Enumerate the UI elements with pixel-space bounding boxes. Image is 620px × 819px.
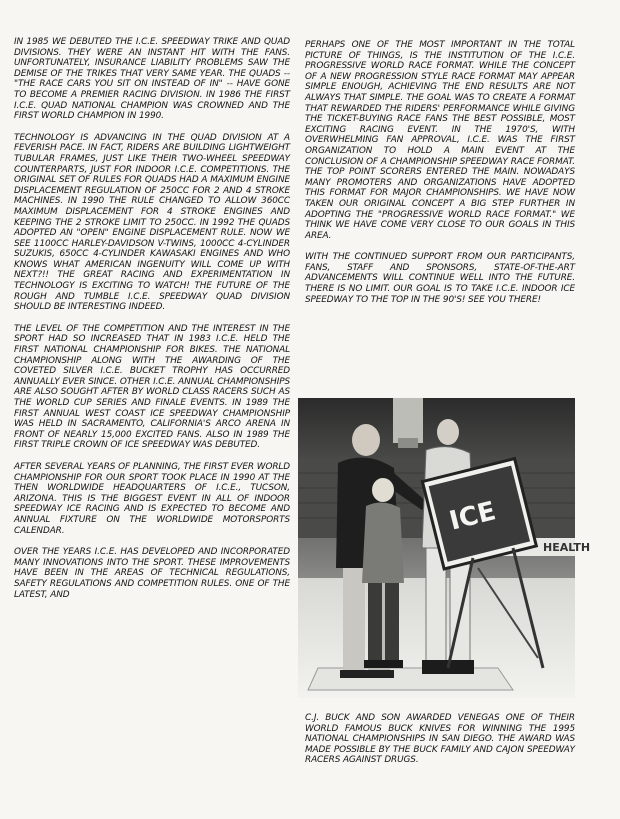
ice-sign-text: ICE (446, 496, 499, 537)
caption-text: C.J. BUCK AND SON AWARDED VENEGAS ONE OF THEIR WORLD FAMOUS BUCK KNIVES FOR WINNING THE 1995 NATIONAL CHAMPIONSHIPS IN SAN DIEGO. THE AWARD WAS MADE POSSIBLE BY THE BUCK FAMILY AND CAJON SPEEDWAY RACERS AGAINST DRUGS. (305, 713, 575, 766)
paragraph-world-championship: AFTER SEVERAL YEARS OF PLANNING, THE FIRST EVER WORLD CHAMPIONSHIP FOR OUR SPORT TOOK PLACE IN 1990 AT THE THEN WORLDWIDE HEADQUARTERS OF I.C.E., TUCSON, ARIZONA. THIS IS THE BIGGEST EVENT IN ALL OF INDOOR SPEEDWAY ICE RACING AND IS EXPECTED TO BECOME AND ANNUAL FIXTURE ON THE WORLDWIDE MOTORSPORTS CALENDAR. (14, 461, 290, 536)
banner-text: HEALTH (543, 541, 591, 554)
paragraph-race-format: PERHAPS ONE OF THE MOST IMPORTANT IN THE TOTAL PICTURE OF THINGS, IS THE INSTITUTION OF THE I.C.E. PROGRESSIVE WORLD RACE FORMAT. WHILE THE CONCEPT OF A NEW PROGRESSION STYLE RACE FORMAT MAY APPEAR SIMPLE ENOUGH, ACHIEVING THE END RESULTS ARE NOT ALWAYS THAT SIMPLE. THE GOAL WAS TO CREATE A FORMAT THAT REWARDED THE RIDERS' PERFORMANCE WHILE GIVING THE TICKET-BUYING RACE FANS THE BEST POSSIBLE, MOST EXCITING RACING EVENT. IN THE 1970'S, WITH OVERWHELMING FAN APPROVAL, I.C.E. WAS THE FIRST ORGANIZATION TO HOLD A MAIN EVENT AT THE CONCLUSION OF A CHAMPIONSHIP SPEEDWAY RACE FORMAT. THE TOP POINT SCORERS ENTERED THE MAIN. NOWADAYS MANY PROMOTERS AND ORGANIZATIONS HAVE ADOPTED THIS FORMAT FOR MAJOR CHAMPIONSHIPS. WE HAVE NOW TAKEN OUR ORIGINAL CONCEPT A BIG STEP FURTHER IN ADOPTING THE "PROGRESSIVE WORLD RACE FORMAT." WE THINK WE HAVE COME VERY CLOSE TO OUR GOALS IN THIS AREA. (305, 40, 575, 241)
paragraph-technology: TECHNOLOGY IS ADVANCING IN THE QUAD DIVISION AT A FEVERISH PACE. IN FACT, RIDERS ARE BUILDING LIGHTWEIGHT TUBULAR FRAMES, JUST LIKE THEIR TWO-WHEEL SPEEDWAY COUNTERPARTS, JUST FOR INDOOR I.C.E. COMPETITIONS. THE ORIGINAL SET OF RULES FOR QUADS HAD A MAXIMUM ENGINE DISPLACEMENT REGULATION OF 250CC FOR 2 AND 4 STROKE MACHINES. IN 1990 THE RULE CHANGED TO ALLOW 360CC MAXIMUM DISPLACEMENT FOR 4 STROKE ENGINES AND KEEPING THE 2 STROKE LIMIT TO 250CC. IN 1992 THE QUADS ADOPTED AN "OPEN" ENGINE DISPLACEMENT RULE. NOW WE SEE 1100CC HARLEY-DAVIDSON V-TWINS, 1000CC 4-CYLINDER SUZUKIS, 650CC 4-CYLINDER KAWASAKI ENGINES AND WHO KNOWS WHAT AMERICAN INGENUITY WILL COME UP WITH NEXT?!! THE GREAT RACING AND EXPERIMENTATION IN TECHNOLOGY IS EXCITING TO WATCH! THE FUTURE OF THE ROUGH AND TUMBLE I.C.E. SPEEDWAY QUAD DIVISION SHOULD BE INTERESTING INDEED. (14, 132, 290, 313)
right-column (305, 40, 575, 316)
paragraph-ice-divisions: IN 1985 WE DEBUTED THE I.C.E. SPEEDWAY TRIKE AND QUAD DIVISIONS. THEY WERE AN INSTANT HIT WITH THE FANS. UNFORTUNATELY, INSURANCE LIABILITY PROBLEMS SAW THE DEMISE OF THE TRIKES THAT VERY SAME YEAR. THE QUADS -- "THE RACE CARS YOU SIT ON INSTEAD OF IN" -- HAVE GONE TO BECOME A PREMIER RACING DIVISION. IN 1986 THE FIRST I.C.E. QUAD NATIONAL CHAMPION WAS CROWNED AND THE FIRST WORLD CHAMPION IN 1990. (14, 37, 290, 122)
paragraph-competition-level: THE LEVEL OF THE COMPETITION AND THE INTEREST IN THE SPORT HAD SO INCREASED THAT IN 1983 I.C.E. HELD THE FIRST NATIONAL CHAMPIONSHIP FOR BIKES. THE NATIONAL CHAMPIONSHIP ALONG WITH THE AWARDING OF THE COVETED SILVER I.C.E. BUCKET TROPHY HAS OCCURRED ANNUALLY EVER SINCE. OTHER I.C.E. ANNUAL CHAMPIONSHIPS ARE ALSO SOUGHT AFTER BY WORLD CLASS RACERS SUCH AS THE WORLD CUP SERIES AND FINALE EVENTS. IN 1989 THE FIRST ANNUAL WEST COAST ICE SPEEDWAY CHAMPIONSHIP WAS HELD IN SACRAMENTO, CALIFORNIA'S ARCO ARENA IN FRONT OF NEARLY 15,000 EXCITED FANS. ALSO IN 1989 THE FIRST TRIPLE CROWN OF ICE SPEEDWAY WAS DEBUTED. (14, 323, 290, 451)
paragraph-future: WITH THE CONTINUED SUPPORT FROM OUR PARTICIPANTS, FANS, STAFF AND SPONSORS, STATE-OF-THE-ART ADVANCEMENTS WILL CONTINUE WELL INTO THE FUTURE. THERE IS NO LIMIT. OUR GOAL IS TO TAKE I.C.E. INDOOR ICE SPEEDWAY TO THE TOP IN THE 90'S! SEE YOU THERE! (305, 252, 575, 305)
photo-caption (305, 713, 575, 777)
award-photo-illustration (298, 398, 591, 698)
award-photo (298, 398, 591, 698)
paragraph-innovations: OVER THE YEARS I.C.E. HAS DEVELOPED AND INCORPORATED MANY INNOVATIONS INTO THE SPORT. THESE IMPROVEMENTS HAVE BEEN IN THE AREAS OF TECHNICAL REGULATIONS, SAFETY REGULATIONS AND COMPETITION RULES. ONE OF THE LATEST, AND (14, 547, 290, 600)
left-column (14, 37, 290, 611)
